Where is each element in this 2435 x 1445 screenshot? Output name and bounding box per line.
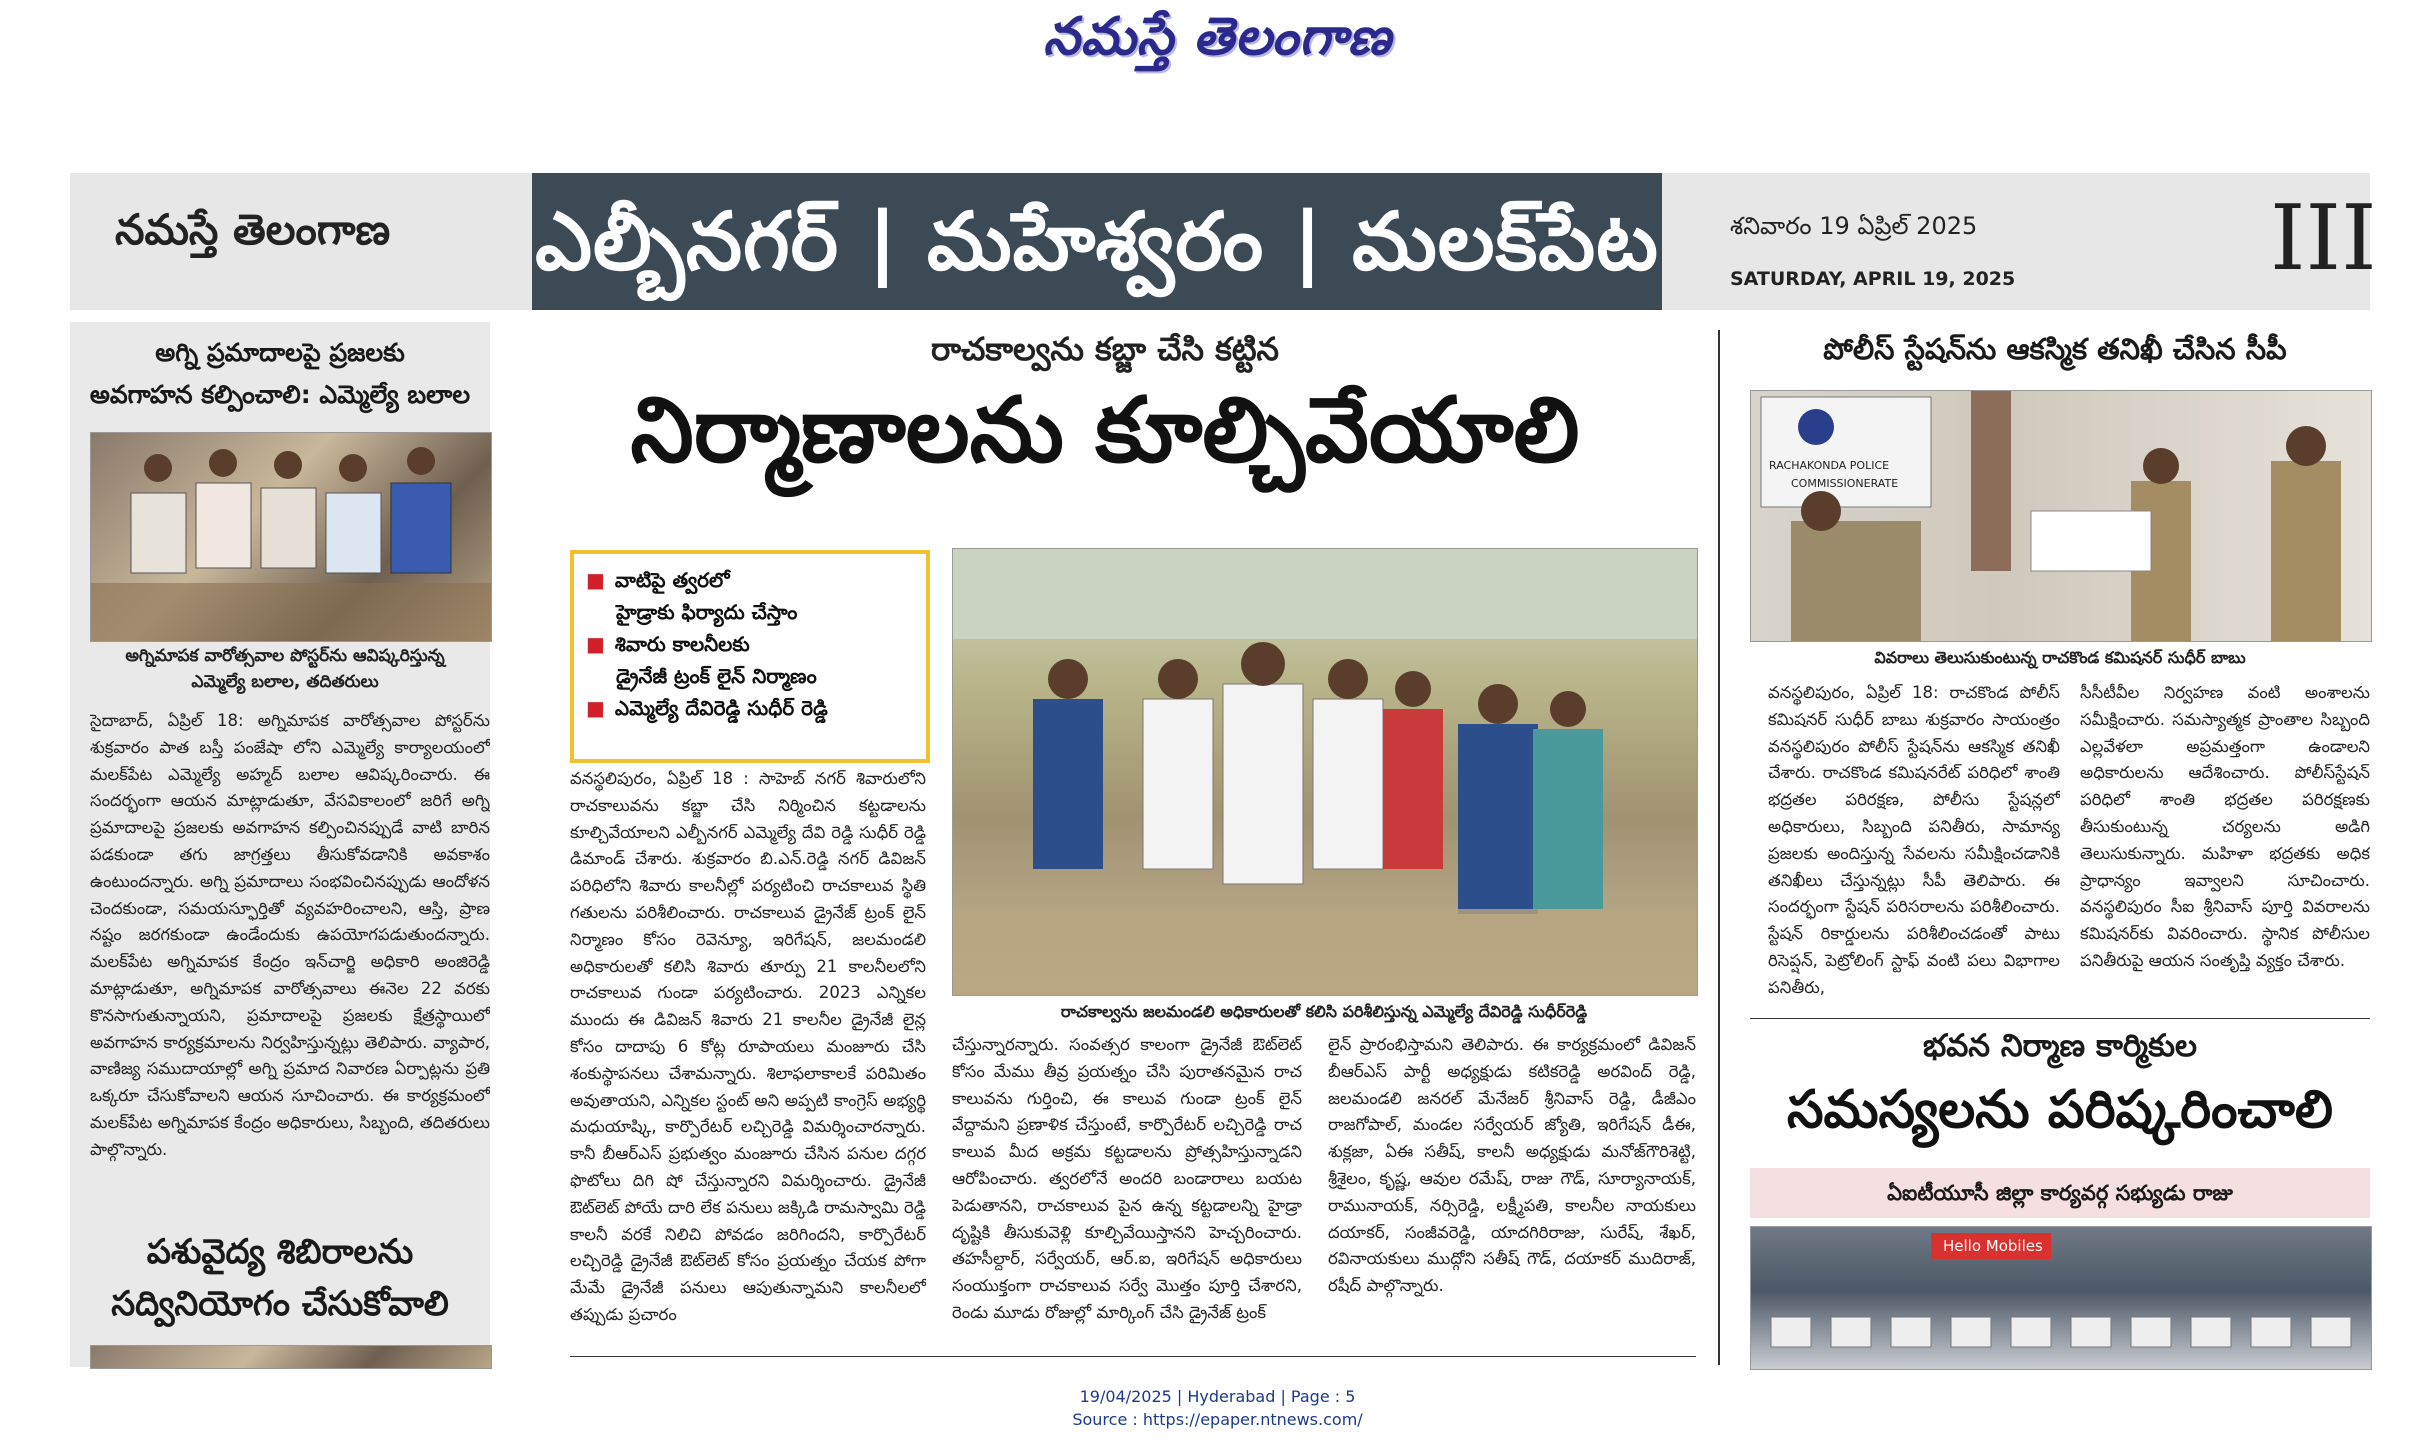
crowd-walking-image: [953, 549, 1697, 995]
bullet-icon: ■: [586, 568, 605, 592]
left-story2-photo: [90, 1345, 492, 1369]
left-story-headline-line1: అగ్ని ప్రమాదాలపై ప్రజలకు: [155, 338, 405, 367]
date-telugu: శనివారం 19 ఏప్రిల్ 2025: [1730, 212, 1978, 240]
right-body-col1: వనస్థలిపురం, ఏప్రిల్ 18: రాచకొండ పోలీస్ కమిషనర్ సుధీర్ బాబు శుక్రవారం సాయంత్రం వనస్థలిపురం పోలీస్ స్టేషన్‌ను ఆకస్మిక తనిఖీ చేశారు. రాచకొండ కమిషనరేట్ పరిధిలో శాంతి భద్రతల పరిరక్షణ, పోలీసు స్టేషన్లలో అధికారులు, సిబ్బంది పనితీరు, సామాన్య ప్రజలకు అందిస్తున్న సేవలను సమీక్షించడానికి తనిఖీలు చేస్తున్నట్లు సీపీ తెలిపారు. ఈ సందర్భంగా స్టేషన్ పరిసరాలను పరిశీలించారు. స్టేషన్ రికార్డులను పరిశీలించడంతో పాటు రిసెప్షన్, పెట్రోలింగ్ స్టాఫ్ వంటి పలు విభాగాల పనితీరు,: [1768, 683, 2060, 997]
left-story-headline-line2: అవగాహన కల్పించాలి: ఎమ్మెల్యే బలాల: [89, 380, 471, 409]
section-title: ఎల్బీనగర్ | మహేశ్వరం | మలక్‌పేట: [532, 173, 1662, 310]
date-english: SATURDAY, APRIL 19, 2025: [1730, 268, 2016, 290]
center-bottom-rule: [570, 1356, 1696, 1357]
left-story2-headline-line2: సద్వినియోగం చేసుకోవాలి: [111, 1284, 449, 1324]
right-story2-headline: సమస్యలను పరిష్కరించాలి: [1787, 1080, 2333, 1140]
right-story2-subhead: ఏఐటీయూసీ జిల్లా కార్యవర్గ సభ్యుడు రాజు: [1750, 1168, 2370, 1218]
column-divider: [1718, 330, 1720, 1365]
left-story2-headline-line1: పశువైద్య శిబిరాలను: [146, 1232, 414, 1272]
left-photo-caption-line1: అగ్నిమాపక వారోత్సవాల పోస్టర్‌ను ఆవిష్కరిస్తున్న: [125, 646, 445, 666]
center-headline: నిర్మాణాలను కూల్చివేయాలి: [630, 378, 1580, 483]
workers-protest-image: [1751, 1227, 2371, 1369]
highlight-1-cont: హైడ్రాకు ఫిర్యాదు చేస్తాం: [616, 600, 798, 624]
masthead-logo: నమస్తే తెలంగాణ: [1043, 6, 1392, 67]
center-photo: [952, 548, 1698, 996]
right-story-rule: [1750, 1018, 2370, 1019]
highlights-box: [570, 550, 930, 763]
right-headline: పోలీస్ స్టేషన్‌ను ఆకస్మిక తనిఖీ చేసిన సీపీ: [1823, 332, 2287, 366]
center-body-col1: వనస్థలిపురం, ఏప్రిల్ 18 : సాహెబ్ నగర్ శివారులోని రాచకాలువను కబ్జా చేసి నిర్మించిన కట్టడాలను కూల్చివేయాలని ఎల్బీనగర్ ఎమ్మెల్యే దేవి రెడ్డి సుధీర్ రెడ్డి డిమాండ్ చేశారు. శుక్రవారం బి.ఎన్.రెడ్డి నగర్ డివిజన్ పరిధిలోని శివారు కాలనీల్లో పర్యటించి రాచకాలువ స్థితి గతులను పరిశీలించారు. రాచకాలువ డ్రైనేజ్ ట్రంక్ లైన్ నిర్మాణం కోసం రెవెన్యూ, ఇరిగేషన్, జలమండలి అధికారులతో కలిసి శివారు తూర్పు 21 కాలనీలలోని రాచకాలువ గుండా పర్యటించారు. 2023 ఎన్నికల ముందు ఈ డివిజన్ శివారు 21 కాలనీల డ్రైనేజీ లైన్ల కోసం దాదాపు 6 కోట్ల రూపాయలు మంజూరు చేసి శంకుస్థాపనలు చేశామన్నారు. శిలాఫలాకాలకే పరిమితం అవుతాయని, ఎన్నికల స్టంట్ అని అప్పటి కాంగ్రెస్ అభ్యర్థి మధుయాష్కి, కార్పొరేటర్ లచ్చిరెడ్డి విమర్శించారన్నారు. కానీ బీఆర్‌ఎస్ ప్రభుత్వం మంజూరు చేసిన పనుల దగ్గర ఫొటోలు దిగి షో చేస్తున్నారని విమర్శించారు. డ్రైనేజీ ఔట్‌లెట్ పోయే దారి లేక పనులు జక్కిడి రామస్వామి రెడ్డి కాలనీ వరకే నిలిచి పోవడం జరిగిందని, కార్పొరేటర్ లచ్చిరెడ్డి డ్రైనేజీ ఔట్‌లెట్ కోసం ప్రయత్నం చేయక పోగా మేమే డ్రైనేజీ పనులు ఆపుతున్నామని కాలనీలలో తప్పుడు ప్రచారం: [570, 769, 926, 1324]
center-photo-caption: రాచకాల్వను జలమండలి అధికారులతో కలిసి పరిశీలిస్తున్న ఎమ్మెల్యే దేవిరెడ్డి సుధీర్‌రెడ్డి: [1060, 1002, 1588, 1021]
right-photo-caption: వివరాలు తెలుసుకుంటున్న రాచకొండ కమిషనర్ సుధీర్ బాబు: [1874, 648, 2246, 667]
center-body-col3: లైన్ ప్రారంభిస్తామని తెలిపారు. ఈ కార్యక్రమంలో డివిజన్ బీఆర్‌ఎస్ పార్టీ అధ్యక్షుడు కటికరెడ్డి అరవింద్ రెడ్డి, జలమండలి జనరల్ మేనేజర్ శ్రీనివాస్ రెడ్డి, డీజీఎం రాజగోపాల్, మండల సర్వేయర్ జ్యోతి, ఇరిగేషన్ డీఈ, శుక్లజా, ఏఈ సతీష్, కాలనీ అధ్యక్షుడు మనోజ్‌గౌరిశెట్టి, శ్రీశైలం, కృష్ణ, ఆవుల రమేష్, రాజు గౌడ్, సూర్యానాయక్, రామునాయక్, నర్సిరెడ్డి, లక్ష్మీపతి, కాలనీల నాయకులు దయాకర్, సంజీవరెడ్డి, యాదగిరిరాజు, సురేష్, శేఖర్, రవినాయకులు ముద్గోని సతీష్ గౌడ్, దయాకర్ ముదిరాజ్, రషీద్ పాల్గొన్నారు.: [1328, 1035, 1696, 1296]
right-photo: [1750, 390, 2372, 642]
highlight-2: ■ శివారు కాలనీలకు: [586, 632, 750, 656]
people-with-posters-image: [91, 433, 491, 641]
footer-source-link[interactable]: Source : https://epaper.ntnews.com/: [1072, 1410, 1363, 1429]
band-brand: నమస్తే తెలంగాణ: [115, 205, 391, 254]
right-story2-kicker: భవన నిర్మాణ కార్మికుల: [1923, 1028, 2197, 1064]
bullet-icon: ■: [586, 696, 605, 720]
right-story2-photo: [1750, 1226, 2372, 1370]
center-kicker: రాచకాల్వను కబ్జా చేసి కట్టిన: [930, 330, 1279, 368]
footer: [0, 1385, 2435, 1431]
police-sign-line2: COMMISSIONERATE: [1791, 477, 1899, 490]
masthead: [0, 0, 2435, 90]
police-officers-image: [1751, 391, 2371, 641]
shop-sign-text: Hello Mobiles: [1943, 1237, 2043, 1255]
bullet-icon: ■: [586, 632, 605, 656]
left-photo-caption-line2: ఎమ్మెల్యే బలాల, తదితరులు: [191, 672, 379, 692]
highlight-1: ■ వాటిపై త్వరలో: [586, 568, 730, 592]
right-body-col2: సీసీటీవీల నిర్వహణ వంటి అంశాలను సమీక్షించారు. సమస్యాత్మక ప్రాంతాల సిబ్బంది ఎల్లవేళలా అప్రమత్తంగా ఉండాలని అధికారులను ఆదేశించారు. పోలీస్‌స్టేషన్ పరిధిలో శాంతి భద్రతల పరిరక్షణకు తీసుకుంటున్న చర్యలను అడిగి తెలుసుకున్నారు. మహిళా భద్రతకు అధిక ప్రాధాన్యం ఇవ్వాలని సూచించారు. వనస్థలిపురం సీఐ శ్రీనివాస్ పూర్తి వివరాలను కమిషనర్‌కు వివరించారు. స్థానిక పోలీసుల పనితీరుపై ఆయన సంతృప్తి వ్యక్తం చేశారు.: [2080, 683, 2370, 970]
police-sign-line1: RACHAKONDA POLICE: [1769, 459, 1890, 472]
highlight-2-cont: డ్రైనేజీ ట్రంక్ లైన్ నిర్మాణం: [616, 664, 817, 688]
page-numeral: III: [2270, 186, 2377, 291]
left-story-photo: [90, 432, 492, 642]
footer-dateline: 19/04/2025 | Hyderabad | Page : 5: [1079, 1387, 1356, 1406]
left-story-body: సైదాబాద్, ఏప్రిల్ 18: అగ్నిమాపక వారోత్సవాల పోస్టర్‌ను శుక్రవారం పాత బస్తీ పంజేషా లోని ఎమ్మెల్యే కార్యాలయంలో మలక్‌పేట ఎమ్మెల్యే అహ్మద్ బలాల ఆవిష్కరించారు. ఈ సందర్భంగా ఆయన మాట్లాడుతూ, వేసవికాలంలో జరిగే అగ్ని ప్రమాదాలపై ప్రజలకు అవగాహన కల్పించినప్పుడే వాటి బారిన పడకుండా తగు జాగ్రత్తలు తీసుకోవడానికి అవకాశం ఉంటుందన్నారు. అగ్ని ప్రమాదాలు సంభవించినప్పుడు ఆందోళన చెందకుండా, సమయస్ఫూర్తితో వ్యవహరించాలని, ఆస్తి, ప్రాణ నష్టం జరగకుండా ఉండేందుకు ఉపయోగపడుతుందన్నారు. మలక్‌పేట అగ్నిమాపక కేంద్రం ఇన్‌చార్జి అధికారి అంజిరెడ్డి మాట్లాడుతూ, అగ్నిమాపక వారోత్సవాలు ఈనెల 22 వరకు కొనసాగుతున్నాయని, ప్రమాదాలపై ప్రజలకు క్షేత్రస్థాయిలో అవగాహన కార్యక్రమాలను నిర్వహిస్తున్నట్లు తెలిపారు. వ్యాపార, వాణిజ్య సముదాయాల్లో అగ్ని ప్రమాద నివారణ ఏర్పాట్లను ప్రతి ఒక్కరూ చేసుకోవాలని ఆయన సూచించారు. ఈ కార్యక్రమంలో మలక్‌పేట అగ్నిమాపక కేంద్రం అధికారులు, సిబ్బంది, తదితరులు పాల్గొన్నారు.: [90, 711, 490, 1159]
highlight-3: ■ ఎమ్మెల్యే దేవిరెడ్డి సుధీర్ రెడ్డి: [586, 696, 828, 720]
center-body-col2: చేస్తున్నారన్నారు. సంవత్సర కాలంగా డ్రైనేజీ ఔట్‌లెట్ కోసం మేము తీవ్ర ప్రయత్నం చేసి పురాతనమైన రాచ కాలువను గుర్తించి, ఈ కాలువ గుండా ట్రంక్ లైన్ వేద్దామని ప్రణాళిక చేస్తుంటే, కార్పొరేటర్ లచ్చిరెడ్డి రాచ కాలువ మీద అక్రమ కట్టడాలను ప్రోత్సహిస్తున్నాడని ఆరోపించారు. త్వరలోనే అందరి బండారాలు బయట పెడుతానని, రాచకాలువ పైన ఉన్న కట్టడాలన్ని హైడ్రా దృష్టికి తీసుకువెళ్లి కూల్చివేయిస్తానని హెచ్చరించారు. తహసీల్దార్, సర్వేయర్, ఆర్.ఐ, ఇరిగేషన్ అధికారులు సంయుక్తంగా రాచకాలువ సర్వే మొత్తం పూర్తి చేశారని, రెండు మూడు రోజుల్లో మార్కింగ్ చేసి డ్రైనేజ్ ట్రంక్: [952, 1035, 1302, 1322]
